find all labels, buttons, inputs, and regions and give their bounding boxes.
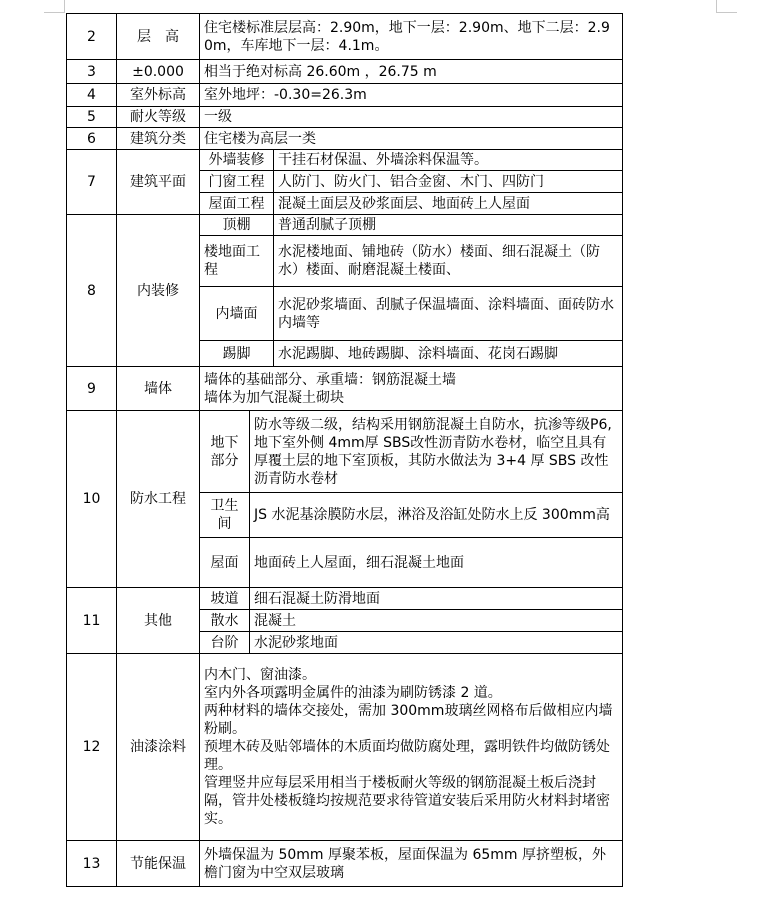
content-line: 预埋木砖及贴邻墙体的木质面均做防腐处理，露明铁件均做防锈处理。 — [204, 739, 610, 773]
row-number: 5 — [67, 107, 117, 128]
item-name: 墙体 — [117, 367, 200, 411]
item-name: 层 高 — [117, 14, 200, 60]
table-row — [67, 84, 623, 107]
content-line: 室内外各项露明金属件的油漆为刷防锈漆 2 道。 — [204, 685, 502, 701]
table-row — [67, 128, 623, 150]
sub-item-label: 坡道 — [200, 588, 250, 610]
table-row — [67, 150, 623, 171]
row-number: 13 — [67, 841, 117, 887]
item-content: 住宅楼为高层一类 — [200, 128, 623, 150]
sub-item-content: 混凝土 — [250, 610, 623, 632]
building-spec-table — [66, 13, 623, 887]
sub-item-content: 水泥砂浆墙面、刮腻子保温墙面、涂料墙面、面砖防水内墙等 — [274, 287, 623, 341]
item-content: 一级 — [200, 107, 623, 128]
sub-item-label: 屋面 — [200, 538, 250, 588]
row-number: 3 — [67, 60, 117, 84]
content-line: 墙体的基础部分、承重墙：钢筋混凝土墙 — [204, 371, 456, 388]
row-number: 12 — [67, 654, 117, 841]
item-name: 建筑分类 — [117, 128, 200, 150]
table-row — [67, 411, 623, 493]
table-row — [67, 841, 623, 887]
sub-item-content: JS 水泥基涂膜防水层，淋浴及浴缸处防水上反 300mm高 — [250, 493, 623, 538]
sub-item-content: 干挂石材保温、外墙涂料保温等。 — [274, 150, 623, 171]
sub-item-content: 混凝土面层及砂浆面层、地面砖上人屋面 — [274, 193, 623, 215]
item-name: 耐火等级 — [117, 107, 200, 128]
row-number: 6 — [67, 128, 117, 150]
item-name: ±0.000 — [117, 60, 200, 84]
sub-item-content: 人防门、防火门、铝合金窗、木门、四防门 — [274, 171, 623, 193]
sub-item-label: 门窗工程 — [200, 171, 274, 193]
table-row — [67, 654, 623, 841]
sub-item-label: 顶棚 — [200, 215, 274, 236]
sub-item-label: 地下部分 — [200, 411, 250, 493]
item-name: 建筑平面 — [117, 150, 200, 215]
sub-item-label: 散水 — [200, 610, 250, 632]
sub-item-label: 台阶 — [200, 632, 250, 654]
table-row — [67, 588, 623, 610]
sub-item-content: 防水等级二级，结构采用钢筋混凝土自防水，抗渗等级P6,地下室外侧 4mm厚 SBS改性沥青防水卷材，临空且具有厚覆土层的地下室顶板，其防水做法为 3+4 厚 SBS 改性沥青防水卷材 — [250, 411, 623, 493]
item-content — [200, 654, 623, 841]
sub-item-content: 地面砖上人屋面，细石混凝土地面 — [250, 538, 623, 588]
row-number: 10 — [67, 411, 117, 588]
sub-item-label: 屋面工程 — [200, 193, 274, 215]
item-name: 防水工程 — [117, 411, 200, 588]
content-line: 管理竖井应每层采用相当于楼板耐火等级的钢筋混凝土板后浇封隔，管井处楼板缝均按规范要求待管道安装后采用防火材料封堵密实。 — [204, 775, 610, 827]
item-content: 外墙保温为 50mm 厚聚苯板，屋面保温为 65mm 厚挤塑板，外檐门窗为中空双层玻璃 — [200, 841, 623, 887]
sub-item-label: 卫生间 — [200, 493, 250, 538]
table-row — [67, 14, 623, 60]
content-line: 两种材料的墙体交接处，需加 300mm玻璃丝网格布后做相应内墙粉刷。 — [204, 703, 613, 737]
table-row — [67, 215, 623, 236]
sub-item-label: 内墙面 — [200, 287, 274, 341]
sub-item-label: 楼地面工程 — [200, 236, 274, 287]
item-content — [200, 367, 623, 411]
item-name: 内装修 — [117, 215, 200, 367]
sub-item-content: 细石混凝土防滑地面 — [250, 588, 623, 610]
table-row — [67, 60, 623, 84]
row-number: 4 — [67, 84, 117, 107]
sub-item-content: 水泥楼地面、铺地砖（防水）楼面、细石混凝土（防水）楼面、耐磨混凝土楼面、 — [274, 236, 623, 287]
page-corner-mark-right — [716, 0, 737, 13]
item-name: 室外标高 — [117, 84, 200, 107]
sub-item-content: 普通刮腻子顶棚 — [274, 215, 623, 236]
item-content: 相当于绝对标高 26.60m ，26.75 m — [200, 60, 623, 84]
item-content: 住宅楼标准层层高：2.90m，地下一层：2.90m、地下二层：2.90m，车库地下一层：4.1m。 — [200, 14, 623, 60]
sub-item-label: 外墙装修 — [200, 150, 274, 171]
row-number: 9 — [67, 367, 117, 411]
row-number: 8 — [67, 215, 117, 367]
sub-item-label: 踢脚 — [200, 341, 274, 367]
item-name: 油漆涂料 — [117, 654, 200, 841]
item-content: 室外地坪：-0.30=26.3m — [200, 84, 623, 107]
item-name: 其他 — [117, 588, 200, 654]
table-row — [67, 107, 623, 128]
row-number: 2 — [67, 14, 117, 60]
sub-item-content: 水泥砂浆地面 — [250, 632, 623, 654]
row-number: 11 — [67, 588, 117, 654]
page-corner-mark-left — [44, 0, 65, 13]
sub-item-content: 水泥踢脚、地砖踢脚、涂料墙面、花岗石踢脚 — [274, 341, 623, 367]
row-number: 7 — [67, 150, 117, 215]
table-row — [67, 367, 623, 411]
content-line: 内木门、窗油漆。 — [204, 667, 316, 683]
item-name: 节能保温 — [117, 841, 200, 887]
content-line: 墙体为加气混凝土砌块 — [204, 389, 344, 406]
